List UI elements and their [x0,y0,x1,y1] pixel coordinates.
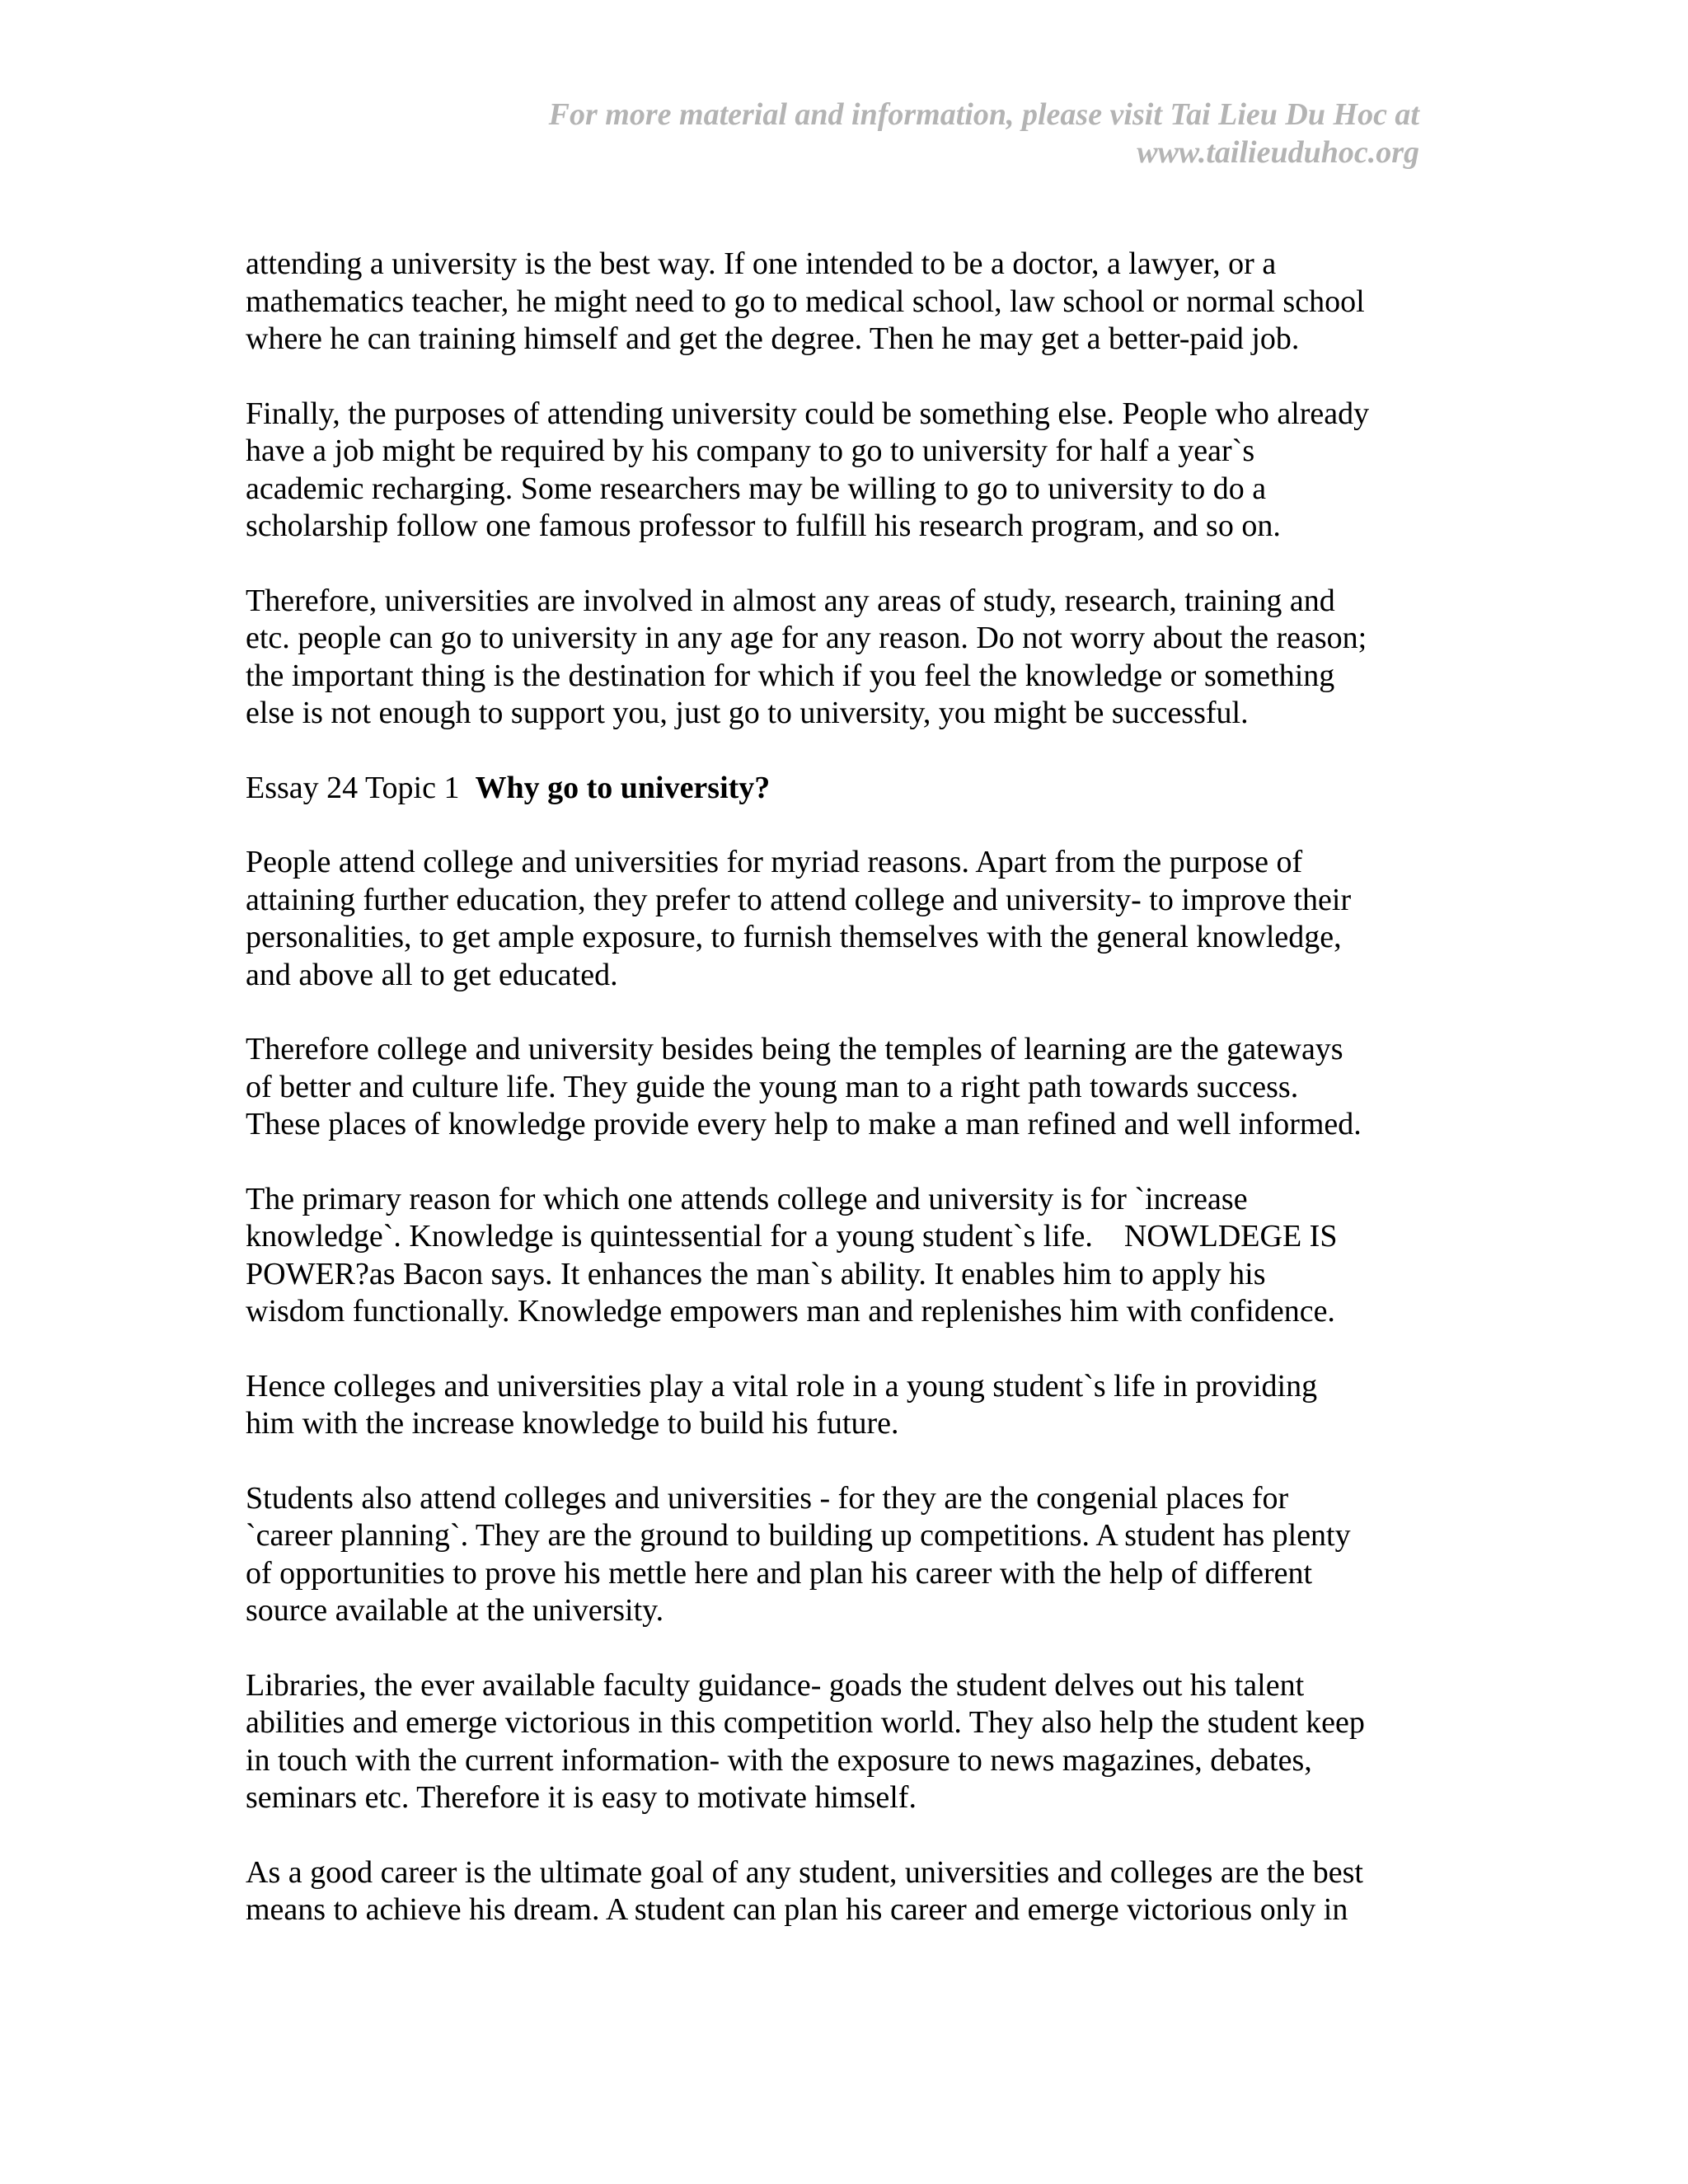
text-line: personalities, to get ample exposure, to furnish themselves with the general knowledge, [246,920,1342,954]
text-line: else is not enough to support you, just go to university, you might be successful. [246,696,1249,730]
essay-heading-prefix: Essay 24 Topic 1 [246,770,476,805]
essay-heading [246,770,1449,808]
text-line: attaining further education, they prefer to attend college and university- to improve their [246,882,1352,917]
text-line: Students also attend colleges and universities - for they are the congenial places for [246,1480,1289,1516]
text-line: Therefore, universities are involved in almost any areas of study, research, training and [246,583,1335,618]
header-line-1: For more material and information, please visit Tai Lieu Du Hoc at [548,97,1419,132]
text-line: Finally, the purposes of attending university could be something else. People who already [246,396,1370,431]
text-line: source available at the university. [246,1593,664,1628]
text-line: where he can training himself and get the degree. Then he may get a better-paid job. [246,321,1300,356]
page-header [265,96,1419,171]
text-line: These places of knowledge provide every help to make a man refined and well informed. [246,1107,1362,1141]
text-line: of opportunities to prove his mettle here and plan his career with the help of different [246,1555,1313,1591]
paragraph [246,1368,1449,1443]
text-line: means to achieve his dream. A student can plan his career and emerge victorious only in [246,1892,1348,1927]
document-body [246,246,1449,1966]
text-line: scholarship follow one famous professor to fulfill his research program, and so on. [246,509,1281,543]
text-line: As a good career is the ultimate goal of any student, universities and colleges are the best [246,1854,1363,1890]
text-line: attending a university is the best way. If one intended to be a doctor, a lawyer, or a [246,246,1277,281]
text-line: Hence colleges and universities play a vital role in a young student`s life in providing [246,1368,1318,1404]
paragraph [246,583,1449,733]
text-line: academic recharging. Some researchers may be willing to go to university to do a [246,471,1267,506]
text-line: People attend college and universities for myriad reasons. Apart from the purpose of [246,845,1303,879]
text-line: etc. people can go to university in any age for any reason. Do not worry about the reason; [246,621,1367,655]
paragraph [246,1181,1449,1331]
text-line: Libraries, the ever available faculty guidance- goads the student delves out his talent [246,1667,1305,1703]
text-line: abilities and emerge victorious in this competition world. They also help the student keep [246,1705,1365,1740]
text-line: of better and culture life. They guide the young man to a right path towards success. [246,1069,1299,1104]
paragraph [246,396,1449,546]
text-line: and above all to get educated. [246,957,618,992]
paragraph [246,1667,1449,1817]
essay-heading-line [246,770,1449,808]
text-line: mathematics teacher, he might need to go to medical school, law school or normal school [246,284,1365,319]
text-line: him with the increase knowledge to build his future. [246,1406,899,1441]
paragraph [246,1480,1449,1630]
paragraph [246,844,1449,994]
text-line: in touch with the current information- with the exposure to news magazines, debates, [246,1742,1312,1778]
text-line: wisdom functionally. Knowledge empowers man and replenishes him with confidence. [246,1294,1335,1329]
text-line: `career planning`. They are the ground to building up competitions. A student has plenty [246,1518,1351,1553]
text-line: the important thing is the destination for which if you feel the knowledge or something [246,658,1335,693]
paragraph [246,1031,1449,1144]
header-line-2: www.tailieuduhoc.org [1137,135,1419,170]
essay-title: Why go to university? [475,770,771,805]
text-line: Therefore college and university besides being the temples of learning are the gateways [246,1032,1343,1066]
text-line: The primary reason for which one attends college and university is for `increase [246,1181,1248,1216]
paragraph [246,1854,1449,1929]
text-line: POWER?as Bacon says. It enhances the man`s ability. It enables him to apply his [246,1256,1266,1291]
text-line: seminars etc. Therefore it is easy to motivate himself. [246,1780,917,1815]
paragraph [246,246,1449,359]
text-line: knowledge`. Knowledge is quintessential for a young student`s life. NOWLDEGE IS [246,1219,1338,1254]
text-line: have a job might be required by his company to go to university for half a year`s [246,434,1255,468]
